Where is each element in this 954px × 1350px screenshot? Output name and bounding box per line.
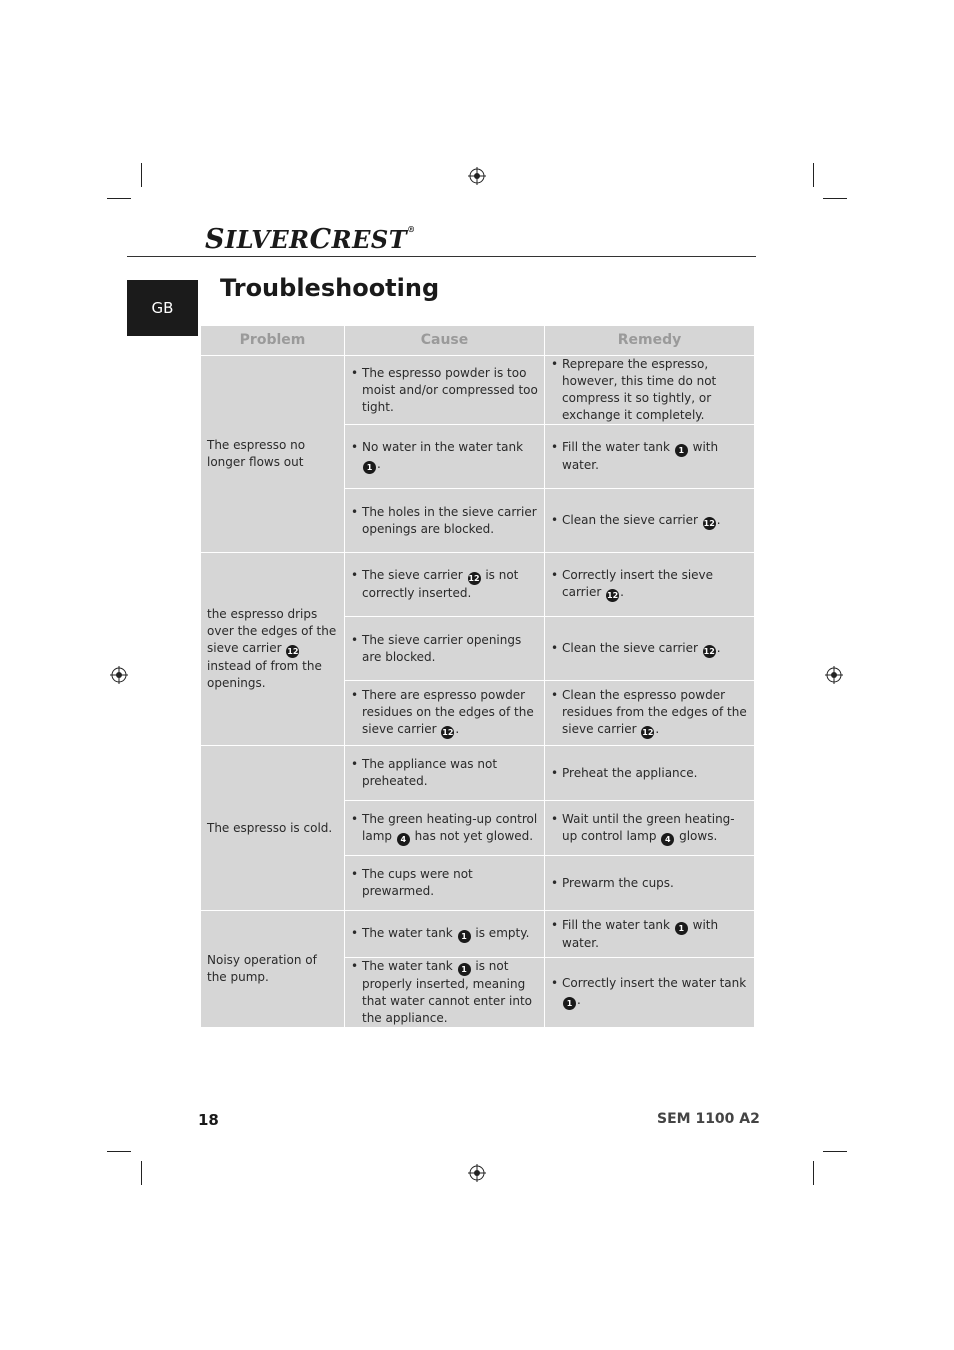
- header-rule: [127, 256, 756, 257]
- remedy-cell: • Prewarm the cups.: [545, 856, 755, 911]
- header-cause: Cause: [345, 326, 545, 356]
- part-number-icon: 12: [442, 728, 454, 737]
- remedy-cell: • Correctly insert the water tank 1 .: [545, 958, 755, 1028]
- crop-mark: [141, 163, 142, 187]
- part-number-icon: 4: [661, 833, 674, 846]
- table-header-row: [201, 326, 755, 356]
- crop-mark: [823, 198, 847, 199]
- registration-mark-icon: [468, 1164, 486, 1182]
- problem-cell: The espresso no longer flows out: [201, 356, 345, 553]
- model-number: SEM 1100 A2: [657, 1111, 760, 1127]
- header-problem: Problem: [201, 326, 345, 356]
- cause-cell: • The holes in the sieve carrier openings are blocked.: [345, 489, 545, 553]
- cause-cell: • The green heating-up control lamp 4 has not yet glowed.: [345, 801, 545, 856]
- part-number-icon: 1: [458, 963, 471, 976]
- problem-cell: the espresso drips over the edges of the sieve carrier 12 instead of from the openings.: [201, 553, 345, 746]
- part-number-icon: 1: [458, 930, 471, 943]
- crop-mark: [813, 1161, 814, 1185]
- page-number: 18: [198, 1111, 219, 1129]
- brand-logo: SILVERCREST®: [205, 224, 416, 255]
- problem-cell: The espresso is cold.: [201, 746, 345, 911]
- header-remedy: Remedy: [545, 326, 755, 356]
- cause-cell: • The cups were not prewarmed.: [345, 856, 545, 911]
- cause-cell: • The water tank 1 is not properly inserted, meaning that water cannot enter into the appliance.: [345, 958, 545, 1028]
- registration-mark-icon: [110, 666, 128, 684]
- crop-mark: [823, 1151, 847, 1152]
- registration-mark-icon: [468, 167, 486, 185]
- part-number-icon: 12: [703, 646, 715, 656]
- crop-mark: [107, 198, 131, 199]
- part-number-icon: 12: [642, 728, 654, 737]
- remedy-cell: • Correctly insert the sieve carrier 12 .: [545, 553, 755, 617]
- remedy-cell: • Reprepare the espresso, however, this time do not compress it so tightly, or exchange it completely.: [545, 356, 755, 425]
- cause-cell: • The espresso powder is too moist and/or compressed too tight.: [345, 356, 545, 425]
- cause-cell: • There are espresso powder residues on the edges of the sieve carrier 12 .: [345, 681, 545, 746]
- cause-cell: • The sieve carrier 12 is not correctly inserted.: [345, 553, 545, 617]
- crop-mark: [141, 1161, 142, 1185]
- table-row: [201, 356, 755, 425]
- part-number-icon: 4: [397, 833, 410, 846]
- language-tab: GB: [127, 280, 198, 336]
- part-number-icon: 1: [363, 461, 376, 474]
- cause-cell: • The water tank 1 is empty.: [345, 911, 545, 958]
- part-number-icon: 1: [675, 444, 688, 457]
- cause-cell: • The appliance was not preheated.: [345, 746, 545, 801]
- table-row: [201, 553, 755, 617]
- remedy-cell: • Clean the espresso powder residues from the edges of the sieve carrier 12 .: [545, 681, 755, 746]
- crop-mark: [107, 1151, 131, 1152]
- page-title: Troubleshooting: [220, 274, 440, 302]
- remedy-cell: • Clean the sieve carrier 12 .: [545, 489, 755, 553]
- remedy-cell: • Wait until the green heating-up control lamp 4 glows.: [545, 801, 755, 856]
- table-row: [201, 746, 755, 801]
- part-number-icon: 12: [703, 518, 715, 528]
- part-number-icon: 12: [468, 574, 480, 583]
- crop-mark: [813, 163, 814, 187]
- troubleshooting-table: [200, 325, 755, 1028]
- table-row: [201, 911, 755, 958]
- problem-cell: Noisy operation of the pump.: [201, 911, 345, 1028]
- cause-cell: • The sieve carrier openings are blocked.: [345, 617, 545, 681]
- cause-cell: • No water in the water tank 1 .: [345, 425, 545, 489]
- remedy-cell: • Preheat the appliance.: [545, 746, 755, 801]
- remedy-cell: • Clean the sieve carrier 12 .: [545, 617, 755, 681]
- part-number-icon: 1: [675, 922, 688, 935]
- part-number-icon: 1: [563, 997, 576, 1010]
- part-number-icon: 12: [607, 591, 619, 600]
- remedy-cell: • Fill the water tank 1 with water.: [545, 425, 755, 489]
- remedy-cell: • Fill the water tank 1 with water.: [545, 911, 755, 958]
- part-number-icon: 12: [287, 647, 299, 656]
- registration-mark-icon: [825, 666, 843, 684]
